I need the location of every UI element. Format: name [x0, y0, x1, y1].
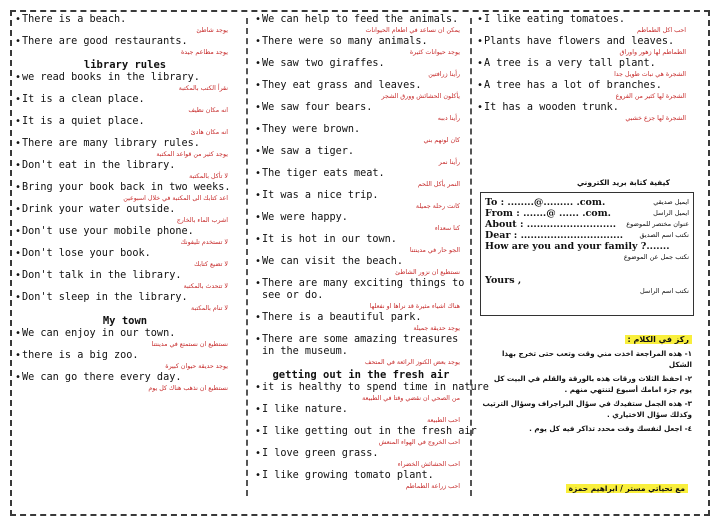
arabic-translation: من الصحي ان نقضي وقتا في الطبيعة [362, 395, 460, 402]
email-to-note: ايميل صديقي [653, 198, 689, 206]
right-column [476, 14, 694, 124]
arabic-translation: نستطيع ان نستمتع في مدينتنا [151, 341, 228, 348]
english-sentence: • we read books in the library. [22, 72, 236, 84]
email-row-to [481, 197, 693, 208]
email-row-yours [481, 275, 693, 286]
english-sentence: • I love green grass. [262, 448, 468, 460]
sentence-item [14, 116, 236, 137]
english-sentence: • It is hot in our town. [262, 234, 468, 246]
english-sentence: • it is healthy to spend time in nature [262, 382, 468, 394]
column-divider [470, 18, 472, 496]
sentence-item [254, 334, 468, 367]
english-sentence: • Don't sleep in the library. [22, 292, 236, 304]
sentence-item [14, 138, 236, 159]
arabic-translation: يوجد حديقة جميلة [413, 325, 460, 332]
study-tips [480, 334, 692, 504]
arabic-translation: لا تنام بالمكتبة [191, 305, 228, 312]
sentence-item [14, 292, 236, 313]
sentence-item [254, 448, 468, 469]
english-sentence: • There is a beach. [22, 14, 236, 26]
english-sentence: • There are many library rules. [22, 138, 236, 150]
tip-item: ٢- احفظ الثلاث ورقات هذه بالورقة والقلم في البيت كل يوم جزء امامك أسبوع لتنتهي منهم . [493, 373, 692, 394]
arabic-translation: الجو حار في مدينتنا [409, 247, 460, 254]
sentence-item [14, 226, 236, 247]
email-about-note: عنوان مختصر للموضوع [626, 220, 689, 228]
english-sentence: • There are good restaurants. [22, 36, 236, 48]
arabic-translation: يمكن ان نساعد في اطعام الحيوانات [365, 27, 460, 34]
sentence-item [254, 404, 468, 425]
sentence-item [254, 102, 468, 123]
arabic-translation: لا تأكل بالمكتبة [189, 173, 228, 180]
sentence-item [14, 94, 236, 115]
arabic-translation: هناك اشياء مثيرة قد نراها او نفعلها [369, 303, 460, 310]
sentence-item [254, 256, 468, 277]
arabic-translation: الشجرة هي نبات طويل جدا [614, 71, 686, 78]
sentence-item [254, 146, 468, 167]
english-sentence: • Bring your book back in two weeks. [22, 182, 236, 194]
sentence-item [254, 14, 468, 35]
section-heading: My town [102, 315, 148, 327]
english-sentence: • A tree is a very tall plant. [484, 58, 694, 70]
author-signature: مع تحياتي مستر / ابراهيم حمزة [518, 484, 688, 493]
english-sentence: • It was a nice trip. [262, 190, 468, 202]
email-from-label: From : .......@ ...... .com. [485, 208, 611, 219]
arabic-translation: النمر يأكل اللحم [417, 181, 460, 188]
sentence-item [14, 372, 236, 393]
tips-title: ركز في الكلام : [480, 334, 692, 346]
english-sentence: • A tree has a lot of branches. [484, 80, 694, 92]
english-sentence: • Don't lose your book. [22, 248, 236, 260]
tip-item: ٤- اجعل لنفسك وقت محدد تذاكر فيه كل يوم . [529, 423, 692, 433]
sentence-item [254, 470, 468, 491]
sentence-item [14, 328, 236, 349]
english-sentence: • We can go there every day. [22, 372, 236, 384]
english-sentence: • Don't talk in the library. [22, 270, 236, 282]
sentence-item [254, 80, 468, 101]
arabic-translation: الطماطم لها زهور واوراق [619, 49, 686, 56]
arabic-translation: كنا سعداء [434, 225, 460, 232]
english-sentence: • We saw a tiger. [262, 146, 468, 158]
english-sentence: • We saw four bears. [262, 102, 468, 114]
sentence-item [254, 426, 477, 447]
sentence-item [14, 36, 236, 57]
english-sentence: • Plants have flowers and leaves. [484, 36, 694, 48]
email-row-dear [481, 230, 693, 241]
sentence-item [14, 248, 236, 269]
arabic-translation: كان لونهم بني [423, 137, 460, 144]
tip-item: ٣- هذه الجمل ستفيدك في سؤال البراجراف وسؤال الترتيب وكذلك سؤال الاختياري . [482, 398, 692, 419]
english-sentence: • They were brown. [262, 124, 468, 136]
email-row-spacer [481, 263, 693, 275]
sentence-item [476, 58, 694, 79]
arabic-translation: الشجرة لها كثير من الفروع [615, 93, 686, 100]
english-sentence: • We can enjoy in our town. [22, 328, 236, 340]
email-to-label: To : ........@......... .com. [485, 197, 606, 208]
arabic-translation: الشجرة لها جزع خشبي [625, 115, 686, 122]
english-sentence: • I like growing tomato plant. [262, 470, 468, 482]
arabic-translation: احب الحشائش الخضراء [397, 461, 460, 468]
sentence-item [476, 14, 694, 35]
sentence-item [254, 212, 468, 233]
english-sentence: • It is a clean place. [22, 94, 236, 106]
arabic-translation: رأينا نمر [438, 159, 460, 166]
email-row-sender [481, 286, 693, 297]
english-sentence: • There are some amazing treasures in the museum. [262, 334, 468, 358]
arabic-translation: رأينا دببه [437, 115, 460, 122]
arabic-translation: يوجد بعض الكنوز الرائعة في المتحف [364, 359, 460, 366]
english-sentence: • We were happy. [262, 212, 468, 224]
arabic-translation: نستطيع ان نزور الشاطئ [395, 269, 460, 276]
english-sentence: • There are many exciting things to see or do. [262, 278, 468, 302]
arabic-translation: احب زراعة الطماطم [405, 483, 460, 490]
email-section-title: كيفية كتابة بريد الكتروني [576, 178, 670, 187]
english-sentence: • It is a quiet place. [22, 116, 236, 128]
sentence-item [476, 36, 694, 57]
sentence-item [14, 160, 236, 181]
middle-column [254, 14, 489, 492]
arabic-translation: نقرأ الكتب بالمكتبة [178, 85, 228, 92]
email-dear-note: نكتب اسم الصديق [639, 231, 689, 239]
english-sentence: • They eat grass and leaves. [262, 80, 468, 92]
email-row-body [481, 252, 693, 263]
arabic-translation: نستطيع ان نذهب هناك كل يوم [148, 385, 228, 392]
arabic-translation: رأينا زرافتين [428, 71, 460, 78]
sentence-item [14, 14, 236, 35]
arabic-translation: اشرب الماء بالخارج [176, 217, 228, 224]
english-sentence: • I like nature. [262, 404, 468, 416]
english-sentence: • We can help to feed the animals. [262, 14, 468, 26]
english-sentence: • We can visit the beach. [262, 256, 468, 268]
email-row-from [481, 208, 693, 219]
sentence-item [14, 182, 236, 203]
email-greeting-text: How are you and your family ?....... [485, 241, 670, 252]
english-sentence: • The tiger eats meat. [262, 168, 468, 180]
left-column [14, 14, 236, 394]
sentence-item [14, 350, 236, 371]
column-divider [246, 18, 248, 496]
email-dear-label: Dear : ............................... [485, 230, 624, 241]
arabic-translation: احب الطبيعة [427, 417, 460, 424]
sentence-item [14, 270, 236, 291]
sentence-item [476, 102, 694, 123]
sentence-item [14, 204, 236, 225]
arabic-translation: يوجد حديقة حيوان كبيرة [165, 363, 228, 370]
section-heading: library rules [83, 59, 167, 71]
email-sender-note: نكتب اسم الراسل [639, 287, 689, 295]
arabic-translation: يوجد مطاعم جيدة [180, 49, 228, 56]
arabic-translation: يوجد شاطئ [196, 27, 228, 34]
arabic-translation: احب الخروج في الهواء المنعش [378, 439, 460, 446]
sentence-item [14, 72, 236, 93]
arabic-translation: لا تتحدث بالمكتبة [183, 283, 228, 290]
arabic-translation: اعد كتابك الى المكتبة في خلال اسبوعين [123, 195, 228, 202]
arabic-translation: يأكلون الحشائش وورق الشجر [381, 93, 460, 100]
english-sentence: • I like eating tomatoes. [484, 14, 694, 26]
email-yours-label: Yours , [485, 275, 522, 286]
arabic-translation: يوجد حيوانات كثيرة [409, 49, 460, 56]
arabic-translation: كانت رحلة جميلة [415, 203, 460, 210]
english-sentence: • Don't use your mobile phone. [22, 226, 236, 238]
section-heading: getting out in the fresh air [272, 369, 450, 381]
tip-item: ١- هذه المراجعة اخذت مني وقت وتعب حتى تخرج بهذا الشكل [501, 348, 692, 369]
arabic-translation: انه مكان هادئ [190, 129, 228, 136]
english-sentence: • there is a big zoo. [22, 350, 236, 362]
sentence-item [254, 312, 468, 333]
arabic-translation: لا تستخدم تليفونك [180, 239, 228, 246]
email-row-about [481, 219, 693, 230]
sentence-item [254, 36, 468, 57]
arabic-translation: لا تضيع كتابك [194, 261, 228, 268]
english-sentence: • There were so many animals. [262, 36, 468, 48]
email-template-box [480, 192, 694, 316]
email-body-note: نكتب جمل عن الموضوع [623, 253, 689, 261]
arabic-translation: احب اكل الطماطم [637, 27, 686, 34]
english-sentence: • Don't eat in the library. [22, 160, 236, 172]
english-sentence: • There is a beautiful park. [262, 312, 468, 324]
sentence-item [254, 278, 468, 311]
english-sentence: • It has a wooden trunk. [484, 102, 694, 114]
english-sentence: • We saw two giraffes. [262, 58, 468, 70]
arabic-translation: يوجد كثير من قواعد المكتبة [156, 151, 228, 158]
sentence-item [254, 168, 468, 189]
english-sentence: • I like getting out in the fresh air [262, 426, 468, 438]
sentence-item [254, 382, 489, 403]
sentence-item [254, 58, 468, 79]
arabic-translation: انه مكان نظيف [188, 107, 228, 114]
sentence-item [476, 80, 694, 101]
sentence-item [254, 124, 468, 145]
email-from-note: ايميل الراسل [653, 209, 689, 217]
email-row-greeting [481, 241, 693, 252]
sentence-item [254, 234, 468, 255]
english-sentence: • Drink your water outside. [22, 204, 236, 216]
sentence-item [254, 190, 468, 211]
email-about-label: About : ........................... [485, 219, 617, 230]
